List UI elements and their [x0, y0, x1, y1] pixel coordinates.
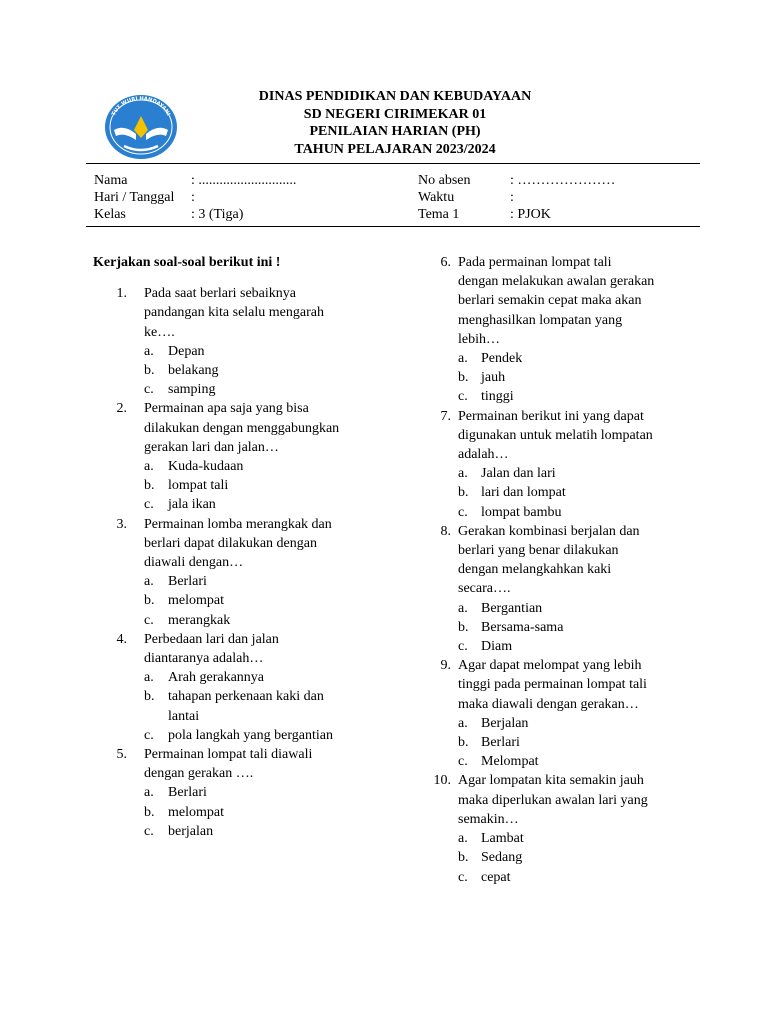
question-text-line: dengan gerakan ….	[144, 766, 254, 782]
option-text: Pendek	[481, 351, 523, 367]
question-4	[105, 630, 393, 745]
option-letter: b.	[458, 619, 469, 635]
question-text-line: lebih…	[458, 331, 500, 347]
question-text-line: menghasilkan lompatan yang	[458, 312, 623, 328]
option-text: tahapan perkenaan kaki dan	[168, 689, 324, 705]
question-text-line: Pada permainan lompat tali	[458, 255, 612, 270]
question-text-line: diawali dengan…	[144, 555, 244, 571]
option-text: Sedang	[481, 850, 523, 866]
header-divider-top	[86, 163, 700, 164]
no-absen-label: No absen	[418, 173, 471, 188]
answer-option	[144, 591, 393, 610]
option-letter: b.	[458, 850, 469, 866]
option-text: Depan	[168, 343, 205, 359]
option-letter: a.	[144, 343, 154, 359]
option-text: melompat	[168, 804, 224, 820]
option-text: Bersama-sama	[481, 619, 564, 635]
option-text: Kuda-kudaan	[168, 459, 244, 475]
option-text: jauh	[481, 370, 506, 386]
answer-option	[144, 495, 393, 514]
answer-option	[144, 361, 393, 380]
question-number: 4.	[116, 631, 127, 647]
question-text-line: pandangan kita selalu mengarah	[144, 305, 324, 321]
logo-arc-text: TUT WURI HANDAYANI	[111, 95, 172, 117]
answer-option	[144, 342, 393, 361]
option-letter: c.	[144, 823, 154, 839]
question-text-line: berlari semakin cepat maka akan	[458, 293, 642, 309]
answer-option	[458, 752, 716, 771]
question-text-line: adalah…	[458, 447, 509, 463]
nama-field: : ............................	[191, 173, 297, 188]
option-text: samping	[168, 382, 216, 398]
option-text: Berjalan	[481, 715, 529, 731]
option-letter: a.	[144, 785, 154, 801]
option-letter: a.	[458, 466, 468, 482]
option-text: merangkak	[168, 612, 231, 628]
question-5	[105, 745, 393, 841]
option-letter: c.	[458, 754, 468, 770]
question-9	[406, 656, 716, 771]
answer-option	[458, 829, 716, 848]
answer-option	[458, 387, 716, 406]
answer-option	[458, 464, 716, 483]
question-text-line: dengan melangkahkan kaki	[458, 562, 612, 578]
option-letter: c.	[144, 497, 154, 513]
header-institution: DINAS PENDIDIKAN DAN KEBUDAYAAN	[258, 89, 532, 104]
option-letter: b.	[458, 485, 469, 501]
question-text-line: dilakukan dengan menggabungkan	[144, 420, 340, 436]
question-text-line: Perbedaan lari dan jalan	[144, 631, 279, 647]
instruction-text: Kerjakan soal-soal berikut ini !	[93, 255, 281, 270]
option-text: Lambat	[481, 831, 524, 847]
option-text: lompat bambu	[481, 504, 562, 520]
question-text-line: Permainan berikut ini yang dapat	[458, 408, 644, 424]
question-text-line: digunakan untuk melatih lompatan	[458, 427, 653, 443]
question-text-line: Pada saat berlari sebaiknya	[144, 286, 296, 302]
option-letter: c.	[144, 382, 154, 398]
answer-option	[458, 868, 716, 887]
option-letter: b.	[144, 804, 155, 820]
question-text-line: semakin…	[458, 811, 519, 827]
tema-label: Tema 1	[418, 207, 460, 222]
option-letter: c.	[144, 612, 154, 628]
question-1	[105, 284, 393, 399]
answer-option	[144, 611, 393, 630]
answer-option	[144, 687, 393, 725]
answer-option	[144, 803, 393, 822]
header-year: TAHUN PELAJARAN 2023/2024	[294, 141, 496, 157]
option-letter: a.	[458, 600, 468, 616]
question-text-line: Gerakan kombinasi berjalan dan	[458, 523, 640, 539]
question-text-line: berlari dapat dilakukan dengan	[144, 535, 317, 551]
question-7	[406, 407, 716, 522]
answer-option	[144, 457, 393, 476]
option-text: pola langkah yang bergantian	[168, 727, 333, 743]
option-letter: b.	[144, 363, 155, 379]
option-text: Berlari	[481, 735, 520, 751]
option-text: belakang	[168, 363, 219, 379]
header-divider-bottom	[86, 226, 700, 227]
option-letter: a.	[144, 670, 154, 686]
question-number: 2.	[116, 401, 127, 417]
answer-option	[144, 572, 393, 591]
question-text-line: tinggi pada permainan lompat tali	[458, 677, 647, 693]
tema-field: : PJOK	[510, 207, 551, 222]
option-text: berjalan	[168, 823, 214, 839]
option-text: lari dan lompat	[481, 485, 566, 501]
answer-option	[144, 822, 393, 841]
question-text-line: secara….	[458, 581, 511, 597]
question-number: 7.	[440, 408, 451, 424]
questions-column-left	[93, 253, 393, 841]
option-letter: b.	[458, 370, 469, 386]
option-letter: a.	[144, 574, 154, 590]
option-text: Arah gerakannya	[168, 670, 265, 686]
question-text-line: dengan melakukan awalan gerakan	[458, 274, 655, 290]
answer-option	[458, 618, 716, 637]
option-letter: c.	[458, 869, 468, 885]
answer-option	[458, 503, 716, 522]
option-letter: b.	[458, 735, 469, 751]
option-letter: c.	[458, 639, 468, 655]
question-text-line: diantaranya adalah…	[144, 651, 264, 667]
option-text: tinggi	[481, 389, 514, 405]
question-text-line: berlari yang benar dilakukan	[458, 543, 619, 559]
question-6	[406, 253, 716, 407]
option-text: Melompat	[481, 754, 539, 770]
option-letter: b.	[144, 689, 155, 705]
answer-option	[144, 476, 393, 495]
option-text: melompat	[168, 593, 224, 609]
option-text: jala ikan	[168, 497, 216, 513]
option-text: lantai	[168, 708, 200, 724]
option-letter: a.	[458, 351, 468, 367]
question-number: 1.	[116, 286, 127, 302]
answer-option	[144, 726, 393, 745]
question-number: 9.	[440, 658, 451, 674]
question-number: 8.	[440, 523, 451, 539]
student-info-right	[418, 172, 678, 223]
question-10	[406, 771, 716, 886]
answer-option	[458, 349, 716, 368]
nama-label: Nama	[94, 173, 128, 188]
answer-option	[458, 599, 716, 618]
option-text: Berlari	[168, 574, 207, 590]
question-text-line: maka diawali dengan gerakan…	[458, 696, 639, 712]
option-letter: b.	[144, 478, 155, 494]
option-text: Diam	[481, 639, 513, 655]
question-text-line: Permainan lompat tali diawali	[144, 747, 313, 763]
answer-option	[458, 733, 716, 752]
option-text: Jalan dan lari	[481, 466, 556, 482]
question-text-line: Permainan apa saja yang bisa	[144, 401, 309, 417]
question-text-line: ke….	[144, 324, 175, 340]
student-info-left	[94, 172, 394, 223]
question-number: 6.	[440, 255, 451, 270]
kelas-field: : 3 (Tiga)	[191, 207, 244, 222]
question-2	[105, 399, 393, 514]
option-letter: a.	[458, 715, 468, 731]
hari-tanggal-label: Hari / Tanggal	[94, 190, 175, 205]
option-letter: a.	[144, 459, 154, 475]
option-letter: c.	[458, 389, 468, 405]
question-number: 3.	[116, 516, 127, 532]
question-text-line: Agar lompatan kita semakin jauh	[458, 773, 644, 789]
question-text-line: maka diperlukan awalan lari yang	[458, 792, 648, 808]
header-school: SD NEGERI CIRIMEKAR 01	[303, 106, 487, 122]
answer-option	[458, 483, 716, 502]
answer-option	[144, 380, 393, 399]
question-8	[406, 522, 716, 656]
question-text-line: gerakan lari dan jalan…	[144, 439, 279, 455]
option-text: lompat tali	[168, 478, 229, 494]
option-text: cepat	[481, 869, 511, 885]
answer-option	[458, 848, 716, 867]
answer-option	[144, 783, 393, 802]
question-number: 10.	[433, 773, 451, 789]
answer-option	[458, 368, 716, 387]
waktu-label: Waktu	[418, 190, 455, 205]
document-header	[180, 88, 610, 158]
questions-column-right	[406, 253, 716, 887]
option-letter: c.	[458, 504, 468, 520]
question-text-line: Permainan lomba merangkak dan	[144, 516, 332, 532]
question-3	[105, 515, 393, 630]
answer-option	[458, 637, 716, 656]
school-logo	[104, 94, 178, 160]
waktu-field: :	[510, 190, 514, 205]
no-absen-field: : …………………	[510, 173, 616, 188]
option-letter: b.	[144, 593, 155, 609]
option-letter: a.	[458, 831, 468, 847]
question-text-line: Agar dapat melompat yang lebih	[458, 658, 642, 674]
hari-tanggal-field: :	[191, 190, 195, 205]
header-assessment: PENILAIAN HARIAN (PH)	[309, 124, 481, 139]
option-letter: c.	[144, 727, 154, 743]
answer-option	[144, 668, 393, 687]
answer-option	[458, 714, 716, 733]
option-text: Bergantian	[481, 600, 543, 616]
question-number: 5.	[116, 747, 127, 763]
kelas-label: Kelas	[94, 207, 126, 222]
option-text: Berlari	[168, 785, 207, 801]
